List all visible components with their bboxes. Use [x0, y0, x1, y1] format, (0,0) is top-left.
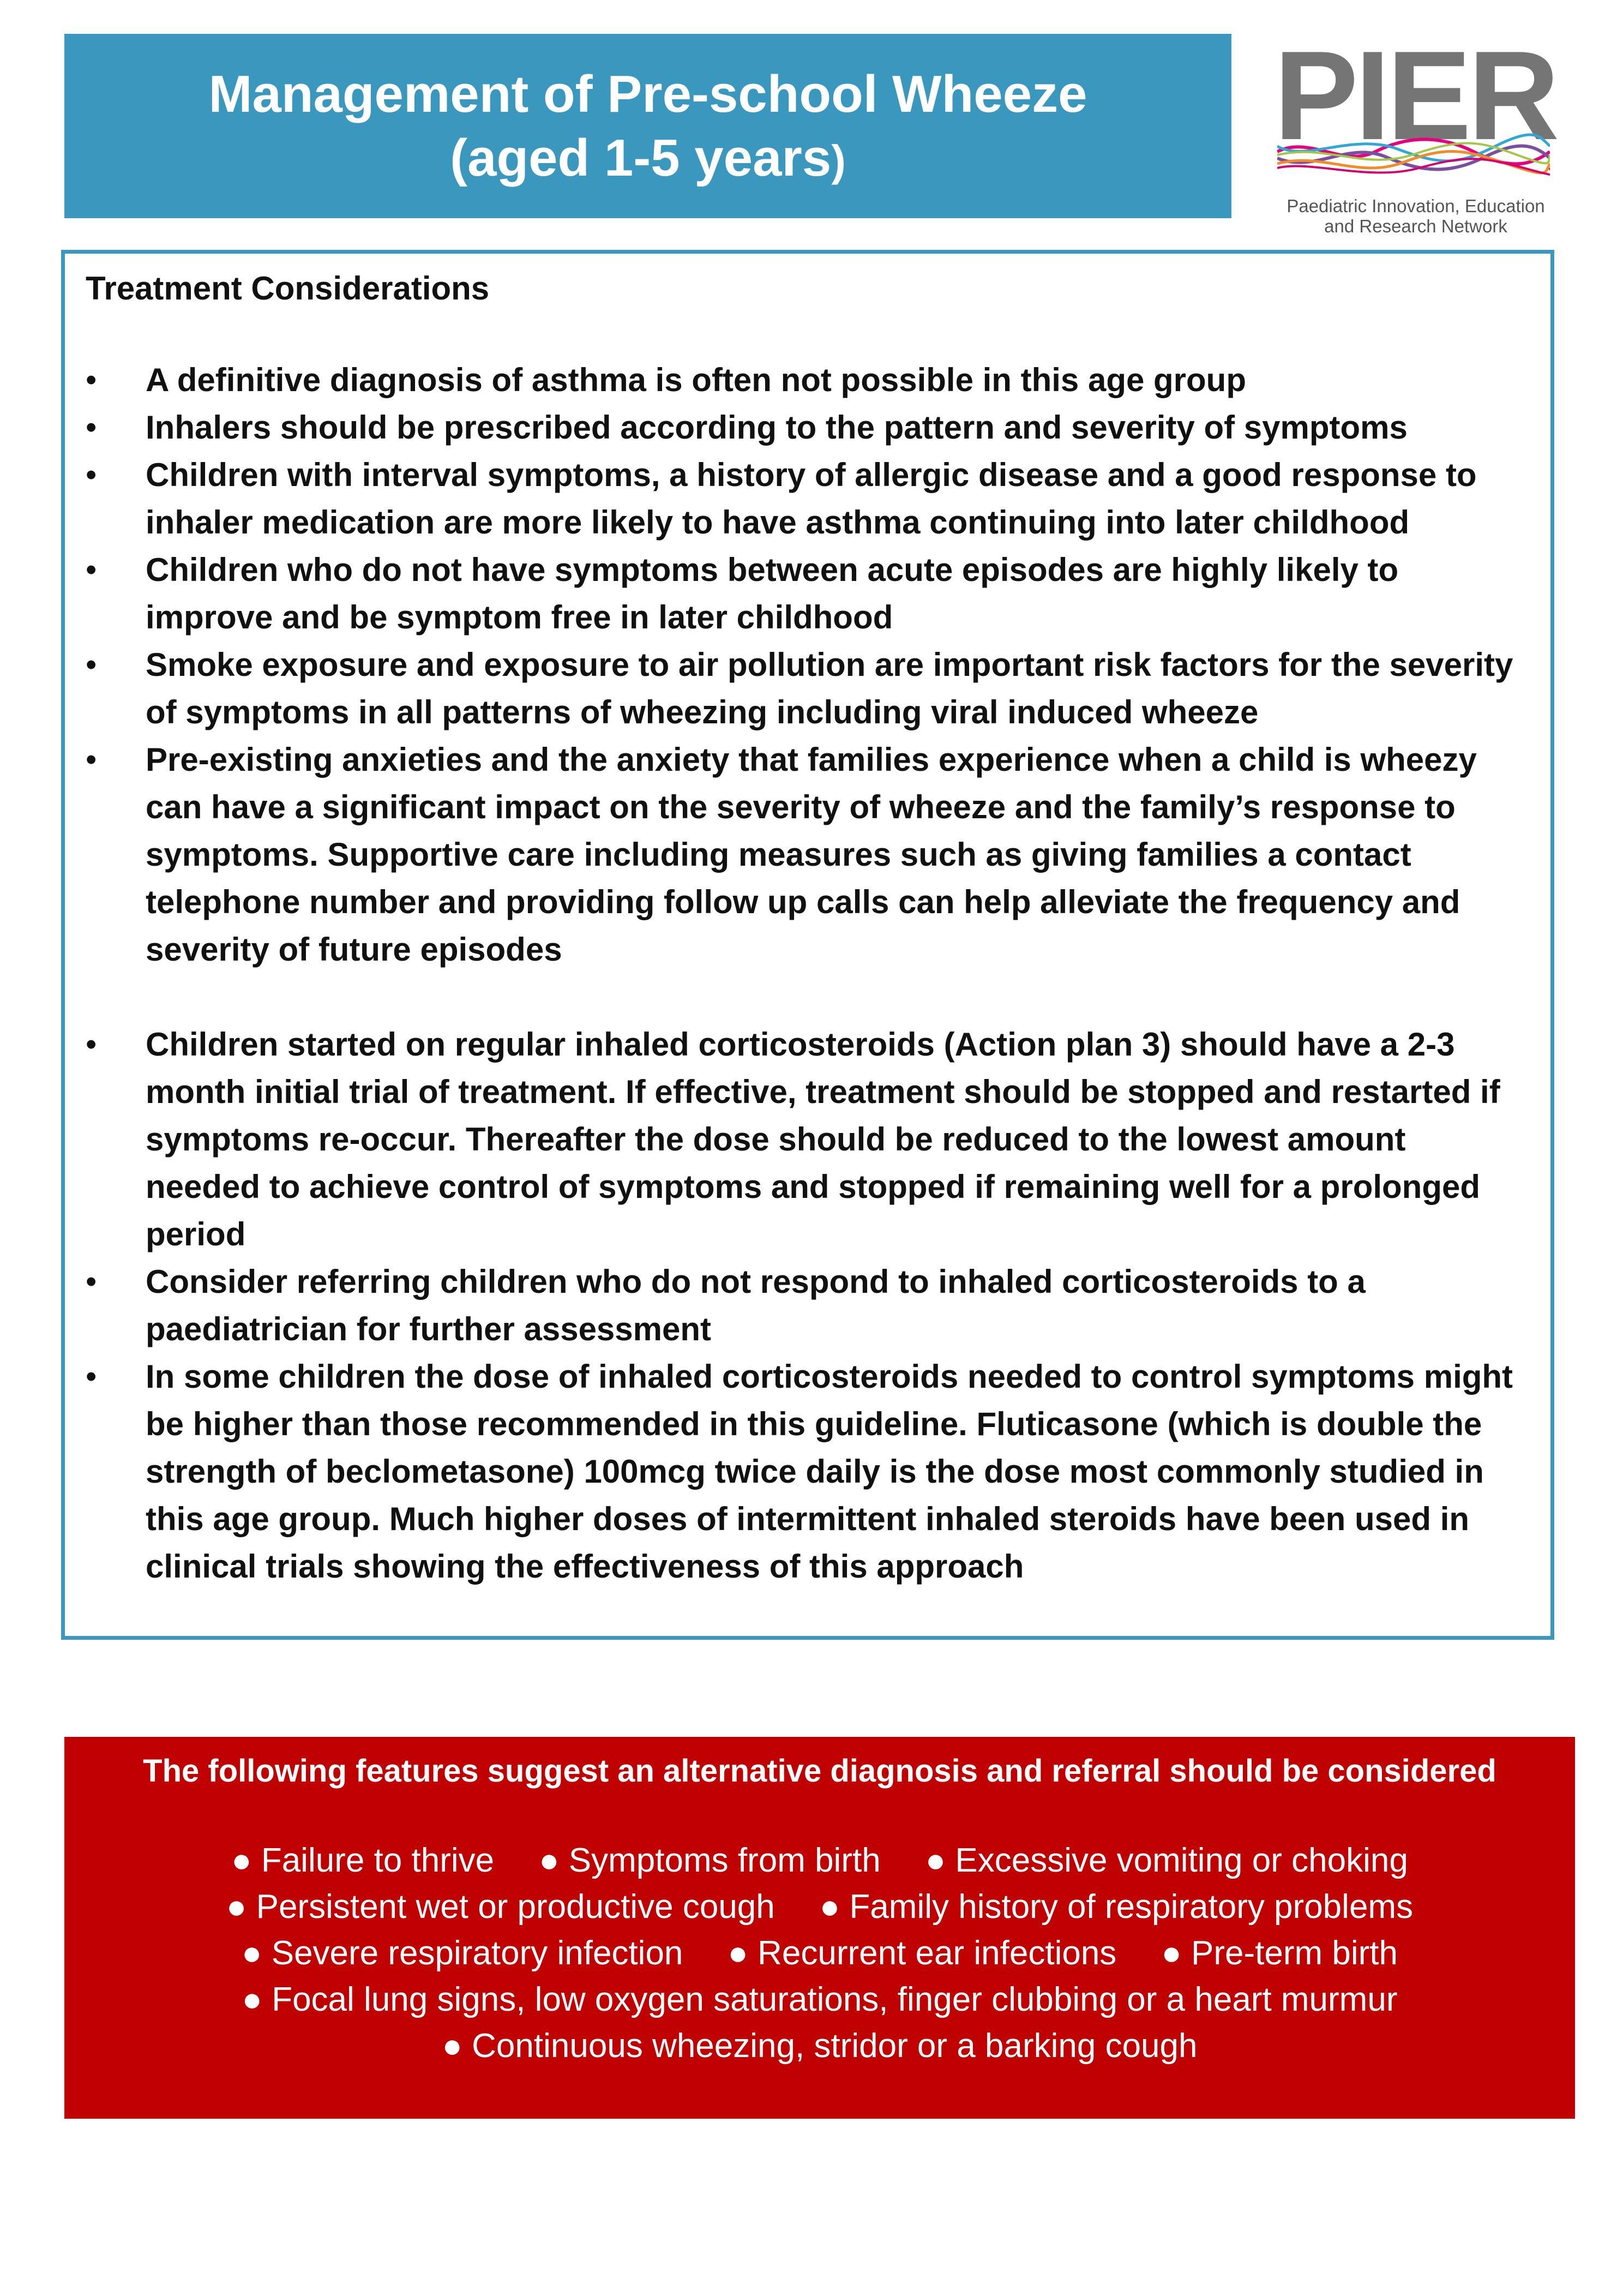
bullet-icon: • [86, 362, 97, 398]
bullet-icon: • [86, 457, 97, 493]
feature-line [64, 1837, 1575, 1884]
logo-wordmark: PIER [1274, 25, 1556, 166]
feature-line [64, 1930, 1575, 1976]
list-item [86, 1021, 1529, 1258]
list-item [86, 356, 1529, 404]
title-line-2-text: (aged 1-5 years [450, 129, 832, 187]
feature-item: ● Failure to thrive [231, 1841, 495, 1879]
list-item-text: A definitive diagnosis of asthma is often not possible in this age group [146, 362, 1246, 398]
treatment-list [86, 356, 1529, 1590]
feature-item: ● Continuous wheezing, stridor or a barking cough [442, 2027, 1198, 2065]
list-item [86, 641, 1529, 736]
list-item [86, 546, 1529, 641]
logo-tagline-line-2: and Research Network [1324, 215, 1507, 236]
bullet-icon: • [86, 552, 97, 588]
list-item [86, 736, 1529, 973]
feature-line [64, 1976, 1575, 2023]
title-line-2 [450, 126, 846, 190]
list-item-text: Children who do not have symptoms between acute episodes are highly likely to improve and be symptom free in later childhood [146, 551, 1399, 636]
list-item [86, 1258, 1529, 1353]
list-item [86, 1353, 1529, 1590]
list-item-text: Children with interval symptoms, a history of allergic disease and a good response to inhaler medication are more likely to have asthma continuing into later childhood [146, 457, 1477, 541]
list-item-text: Consider referring children who do not respond to inhaled corticosteroids to a paediatrician for further assessment [146, 1263, 1366, 1347]
list-item-text: In some children the dose of inhaled corticosteroids needed to control symptoms might be higher than those recommended in this guideline. Fluticasone (which is double the strength of beclometasone) 100mcg twice daily is the dose most commonly studied in this age group. Much higher doses of intermittent inhaled steroids have been used in clinical trials showing the effectiveness of this approach [146, 1358, 1513, 1585]
title-line-1: Management of Pre-school Wheeze [208, 64, 1087, 123]
bullet-icon: • [86, 647, 97, 682]
feature-item: ● Persistent wet or productive cough [226, 1887, 775, 1926]
bullet-icon: • [86, 742, 97, 777]
feature-item: ● Severe respiratory infection [242, 1934, 683, 1972]
list-item-text: Children started on regular inhaled corticosteroids (Action plan 3) should have a 2-3 month initial trial of treatment. If effective, treatment should be stopped and restarted if symptoms re-occur. Thereafter the dose should be reduced to the lowest amount needed to achieve control of symptoms and stopped if remaining well for a prolonged period [146, 1026, 1500, 1252]
logo-tagline [1274, 196, 1558, 237]
referral-features-box [64, 1737, 1575, 2119]
referral-heading: The following features suggest an alternative diagnosis and referral should be considered [143, 1753, 1496, 1789]
title-banner [64, 34, 1231, 218]
list-item-text: Smoke exposure and exposure to air pollution are important risk factors for the severity of symptoms in all patterns of wheezing including viral induced wheeze [146, 646, 1513, 730]
list-item [86, 404, 1529, 451]
treatment-heading: Treatment Considerations [86, 270, 490, 307]
feature-item: ● Focal lung signs, low oxygen saturations, finger clubbing or a heart murmur [242, 1980, 1398, 2018]
list-item-text: Inhalers should be prescribed according to the pattern and severity of symptoms [146, 409, 1408, 446]
pier-logo [1274, 25, 1558, 236]
bullet-icon: • [86, 410, 97, 445]
feature-item: ● Recurrent ear infections [728, 1934, 1117, 1972]
treatment-considerations-box [61, 250, 1554, 1640]
feature-item: ● Symptoms from birth [539, 1841, 881, 1879]
feature-item: ● Family history of respiratory problems [819, 1887, 1414, 1926]
bullet-icon: • [86, 1359, 97, 1394]
feature-item: ● Pre-term birth [1161, 1934, 1398, 1972]
logo-tagline-line-1: Paediatric Innovation, Education [1287, 196, 1545, 216]
list-item-text: Pre-existing anxieties and the anxiety that families experience when a child is wheezy can have a significant impact on the severity of wheeze and the family’s response to symptoms. Supportive care including measures such as giving families a contact telephone number and providing follow up calls can help alleviate the frequency and severity of future episodes [146, 741, 1477, 968]
bullet-icon: • [86, 1264, 97, 1299]
feature-line [64, 1884, 1575, 1930]
list-item [86, 451, 1529, 546]
feature-line [64, 2023, 1575, 2069]
title-line-2-close: ) [831, 136, 846, 185]
logo-waves-icon [1277, 130, 1550, 184]
feature-item: ● Excessive vomiting or choking [925, 1841, 1408, 1879]
bullet-icon: • [86, 1027, 97, 1062]
